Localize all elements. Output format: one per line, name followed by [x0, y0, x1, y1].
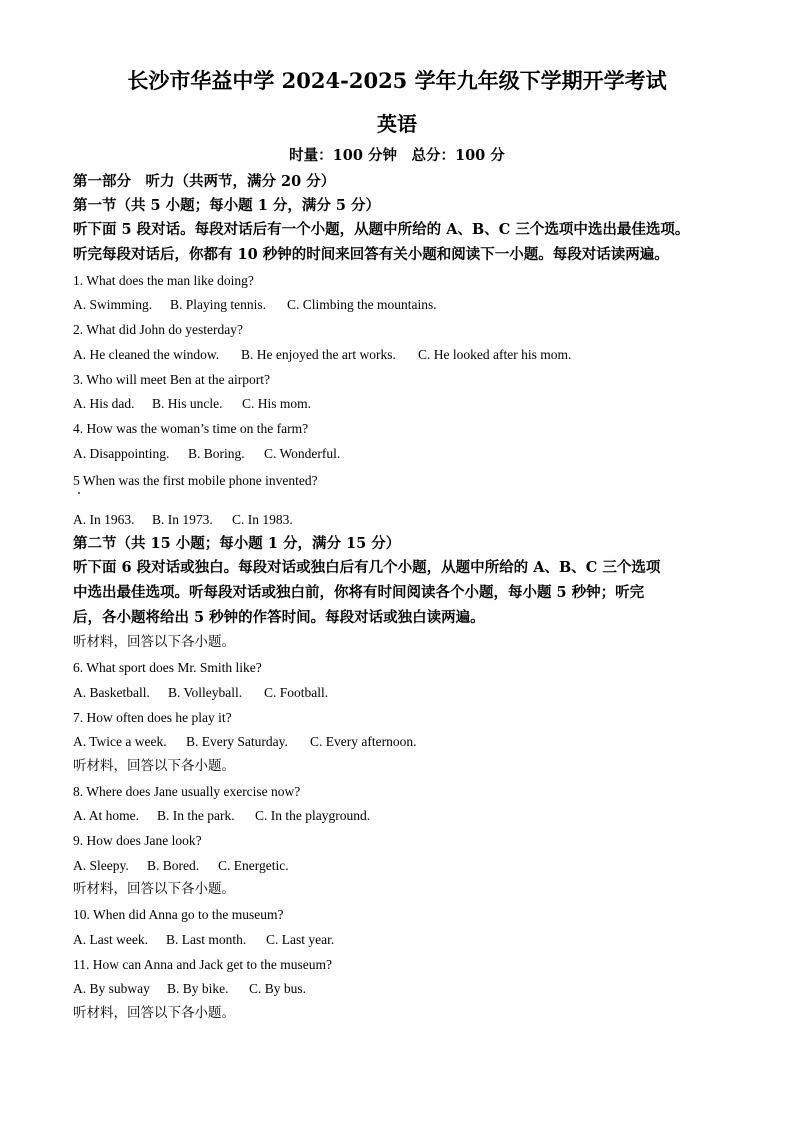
option-b: B. In 1973. [152, 512, 213, 527]
option-c: C. Football. [264, 685, 329, 700]
option-b: B. He enjoyed the art works. [241, 347, 396, 362]
option-a: A. At home. [73, 808, 139, 823]
question-text: 4. How was the woman’s time on the farm? [73, 421, 309, 436]
question-text: 9. How does Jane look? [73, 833, 202, 848]
listen-note: 听材料，回答以下各小题。 [73, 881, 235, 897]
option-c: C. Wonderful. [264, 446, 341, 461]
section2-instruction-line: 听下面 6 段对话或独白。每段对话或独白后有几个小题，从题中所给的 A、B、C 三个选项 [73, 559, 661, 576]
option-c: C. Last year. [266, 932, 335, 947]
subject-title: 英语 [377, 112, 417, 136]
option-c: C. He looked after his mom. [418, 347, 572, 362]
option-b: B. Boring. [188, 446, 245, 461]
option-c: C. By bus. [249, 981, 307, 996]
option-a: A. Sleepy. [73, 858, 129, 873]
option-b: B. Volleyball. [168, 685, 243, 700]
question-text: 5 When was the first mobile phone invented? [73, 473, 318, 488]
section1-instruction-line: 听下面 5 段对话。每段对话后有一个小题，从题中所给的 A、B、C 三个选项中选出最佳选项。 [73, 221, 690, 238]
option-a: A. Disappointing. [73, 446, 170, 461]
option-b: B. In the park. [157, 808, 235, 823]
option-b: B. Last month. [166, 932, 247, 947]
section2-heading: 第二节（共 15 小题；每小题 1 分，满分 15 分） [73, 535, 401, 552]
option-a: A. In 1963. [73, 512, 135, 527]
question-text: 6. What sport does Mr. Smith like? [73, 660, 262, 675]
option-a: A. Last week. [73, 932, 148, 947]
question-text: 3. Who will meet Ben at the airport? [73, 372, 270, 387]
option-a: A. He cleaned the window. [73, 347, 220, 362]
part1-heading: 第一部分 听力（共两节，满分 20 分） [73, 173, 336, 190]
option-b: B. By bike. [167, 981, 229, 996]
option-b: B. His uncle. [152, 396, 223, 411]
time-score-line: 时量：100 分钟 总分：100 分 [289, 147, 505, 164]
question-text: 10. When did Anna go to the museum? [73, 907, 284, 922]
question-text: 8. Where does Jane usually exercise now? [73, 784, 301, 799]
option-c: C. Every afternoon. [310, 734, 417, 749]
option-c: C. His mom. [242, 396, 312, 411]
question-text: 7. How often does he play it? [73, 710, 232, 725]
listen-note: 听材料，回答以下各小题。 [73, 1005, 235, 1021]
option-b: B. Every Saturday. [186, 734, 288, 749]
listen-note: 听材料，回答以下各小题。 [73, 758, 235, 774]
option-a: A. Twice a week. [73, 734, 167, 749]
option-a: A. By subway [73, 981, 150, 996]
question-text: 1. What does the man like doing? [73, 273, 254, 288]
option-c: C. In the playground. [255, 808, 371, 823]
option-c: C. In 1983. [232, 512, 293, 527]
option-a: A. Swimming. [73, 297, 153, 312]
stray-mark [78, 492, 80, 494]
section1-instruction-line: 听完每段对话后，你都有 10 秒钟的时间来回答有关小题和阅读下一小题。每段对话读两遍。 [73, 246, 669, 263]
question-text: 11. How can Anna and Jack get to the museum? [73, 957, 332, 972]
listen-note: 听材料，回答以下各小题。 [73, 634, 235, 650]
option-c: C. Energetic. [218, 858, 289, 873]
section2-instruction-line: 后，各小题将给出 5 秒钟的作答时间。每段对话或独白读两遍。 [73, 609, 485, 626]
option-c: C. Climbing the mountains. [287, 297, 437, 312]
section1-heading: 第一节（共 5 小题；每小题 1 分，满分 5 分） [73, 197, 381, 214]
exam-title: 长沙市华益中学 2024-2025 学年九年级下学期开学考试 [127, 68, 667, 93]
option-a: A. Basketball. [73, 685, 150, 700]
question-text: 2. What did John do yesterday? [73, 322, 243, 337]
option-a: A. His dad. [73, 396, 135, 411]
option-b: B. Playing tennis. [170, 297, 267, 312]
option-b: B. Bored. [147, 858, 200, 873]
section2-instruction-line: 中选出最佳选项。听每段对话或独白前，你将有时间阅读各个小题，每小题 5 秒钟；听完 [73, 584, 645, 601]
